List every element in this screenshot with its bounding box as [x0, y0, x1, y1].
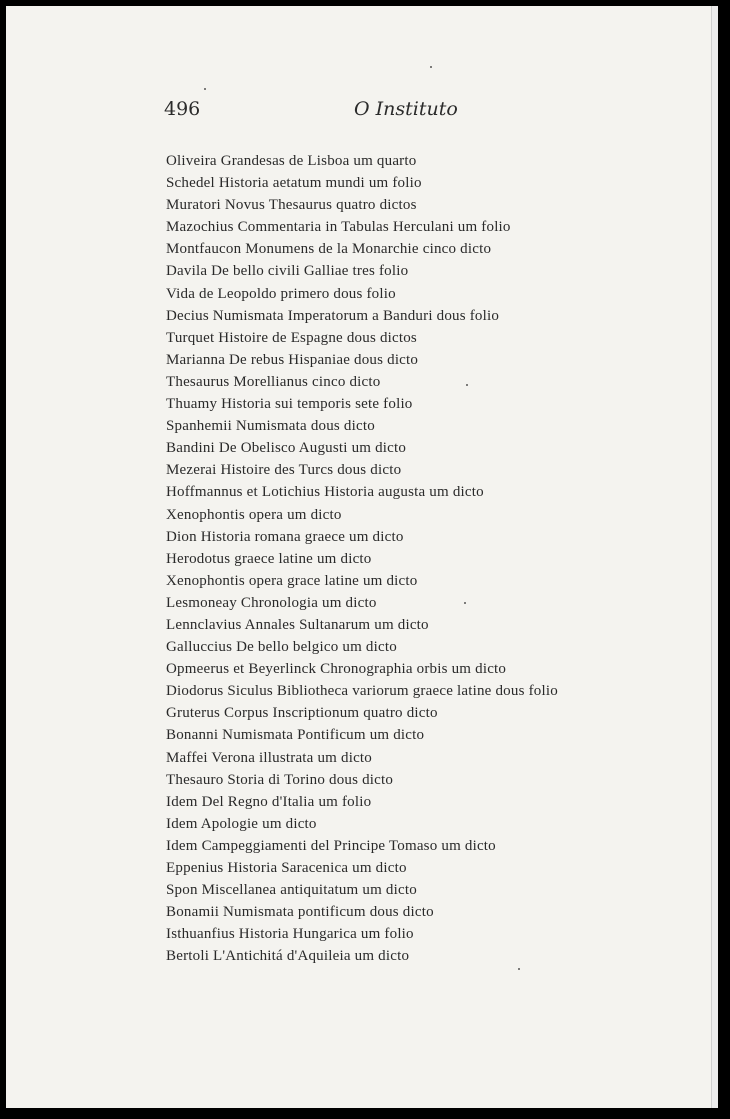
list-item: Thuamy Historia sui temporis sete folio [166, 396, 413, 413]
list-item: Herodotus graece latine um dicto [166, 550, 372, 567]
list-item: Marianna De rebus Hispaniae dous dicto [166, 351, 419, 368]
list-item: Dion Historia romana graece um dicto [166, 528, 404, 545]
running-head [164, 98, 464, 124]
list-item: Montfaucon Monumens de la Monarchie cinco dicto [166, 241, 492, 258]
list-item: Oliveira Grandesas de Lisboa um quarto [166, 153, 417, 169]
list-item: Opmeerus et Beyerlinck Chronographia orbis um dicto [166, 661, 507, 678]
list-item: Davila De bello civili Galliae tres folio [166, 263, 409, 280]
journal-title: O Instituto [354, 98, 458, 120]
list-item: Schedel Historia aetatum mundi um folio [166, 175, 422, 192]
ink-speck [204, 88, 206, 90]
list-item: Mezerai Histoire des Turcs dous dicto [166, 462, 402, 479]
list-item: Lennclavius Annales Sultanarum um dicto [166, 616, 429, 633]
list-item: Muratori Novus Thesaurus quatro dictos [166, 197, 417, 214]
list-item: Eppenius Historia Saracenica um dicto [166, 860, 407, 876]
list-item: Idem Apologie um dicto [166, 815, 317, 832]
book-list [166, 150, 558, 967]
list-item: Mazochius Commentaria in Tabulas Herculani um folio [166, 219, 511, 236]
page-number: 496 [164, 98, 201, 120]
list-item: Thesauro Storia di Torino dous dicto [166, 771, 394, 788]
ink-speck [430, 66, 432, 68]
list-item: Idem Del Regno d'Italia um folio [166, 793, 372, 810]
list-item: Lesmoneay Chronologia um dicto [166, 594, 377, 611]
list-item: Diodorus Siculus Bibliotheca variorum graece latine dous folio [166, 683, 558, 700]
list-item: Idem Campeggiamenti del Principe Tomaso um dicto [166, 837, 496, 854]
list-item: Isthuanfius Historia Hungarica um folio [166, 926, 414, 943]
page-edge [711, 6, 718, 1108]
list-item: Galluccius De bello belgico um dicto [166, 639, 397, 656]
list-item: Gruterus Corpus Inscriptionum quatro dicto [166, 705, 438, 722]
list-item: Bonamii Numismata pontificum dous dicto [166, 904, 434, 921]
list-item: Xenophontis opera grace latine um dicto [166, 572, 418, 589]
list-item: Decius Numismata Imperatorum a Banduri dous folio [166, 307, 500, 324]
list-item: Bonanni Numismata Pontificum um dicto [166, 727, 425, 744]
list-item: Spon Miscellanea antiquitatum um dicto [166, 882, 417, 899]
list-item: Bertoli L'Antichitá d'Aquileia um dicto [166, 948, 410, 965]
list-item: Maffei Verona illustrata um dicto [166, 749, 372, 766]
list-item: Vida de Leopoldo primero dous folio [166, 285, 396, 302]
list-item: Turquet Histoire de Espagne dous dictos [166, 329, 417, 346]
ink-speck [518, 968, 520, 970]
scanned-page [6, 6, 718, 1108]
list-item: Thesaurus Morellianus cinco dicto [166, 373, 381, 390]
list-item: Xenophontis opera um dicto [166, 506, 342, 523]
list-item: Spanhemii Numismata dous dicto [166, 418, 375, 435]
list-item: Hoffmannus et Lotichius Historia augusta um dicto [166, 484, 484, 501]
list-item: Bandini De Obelisco Augusti um dicto [166, 440, 407, 457]
